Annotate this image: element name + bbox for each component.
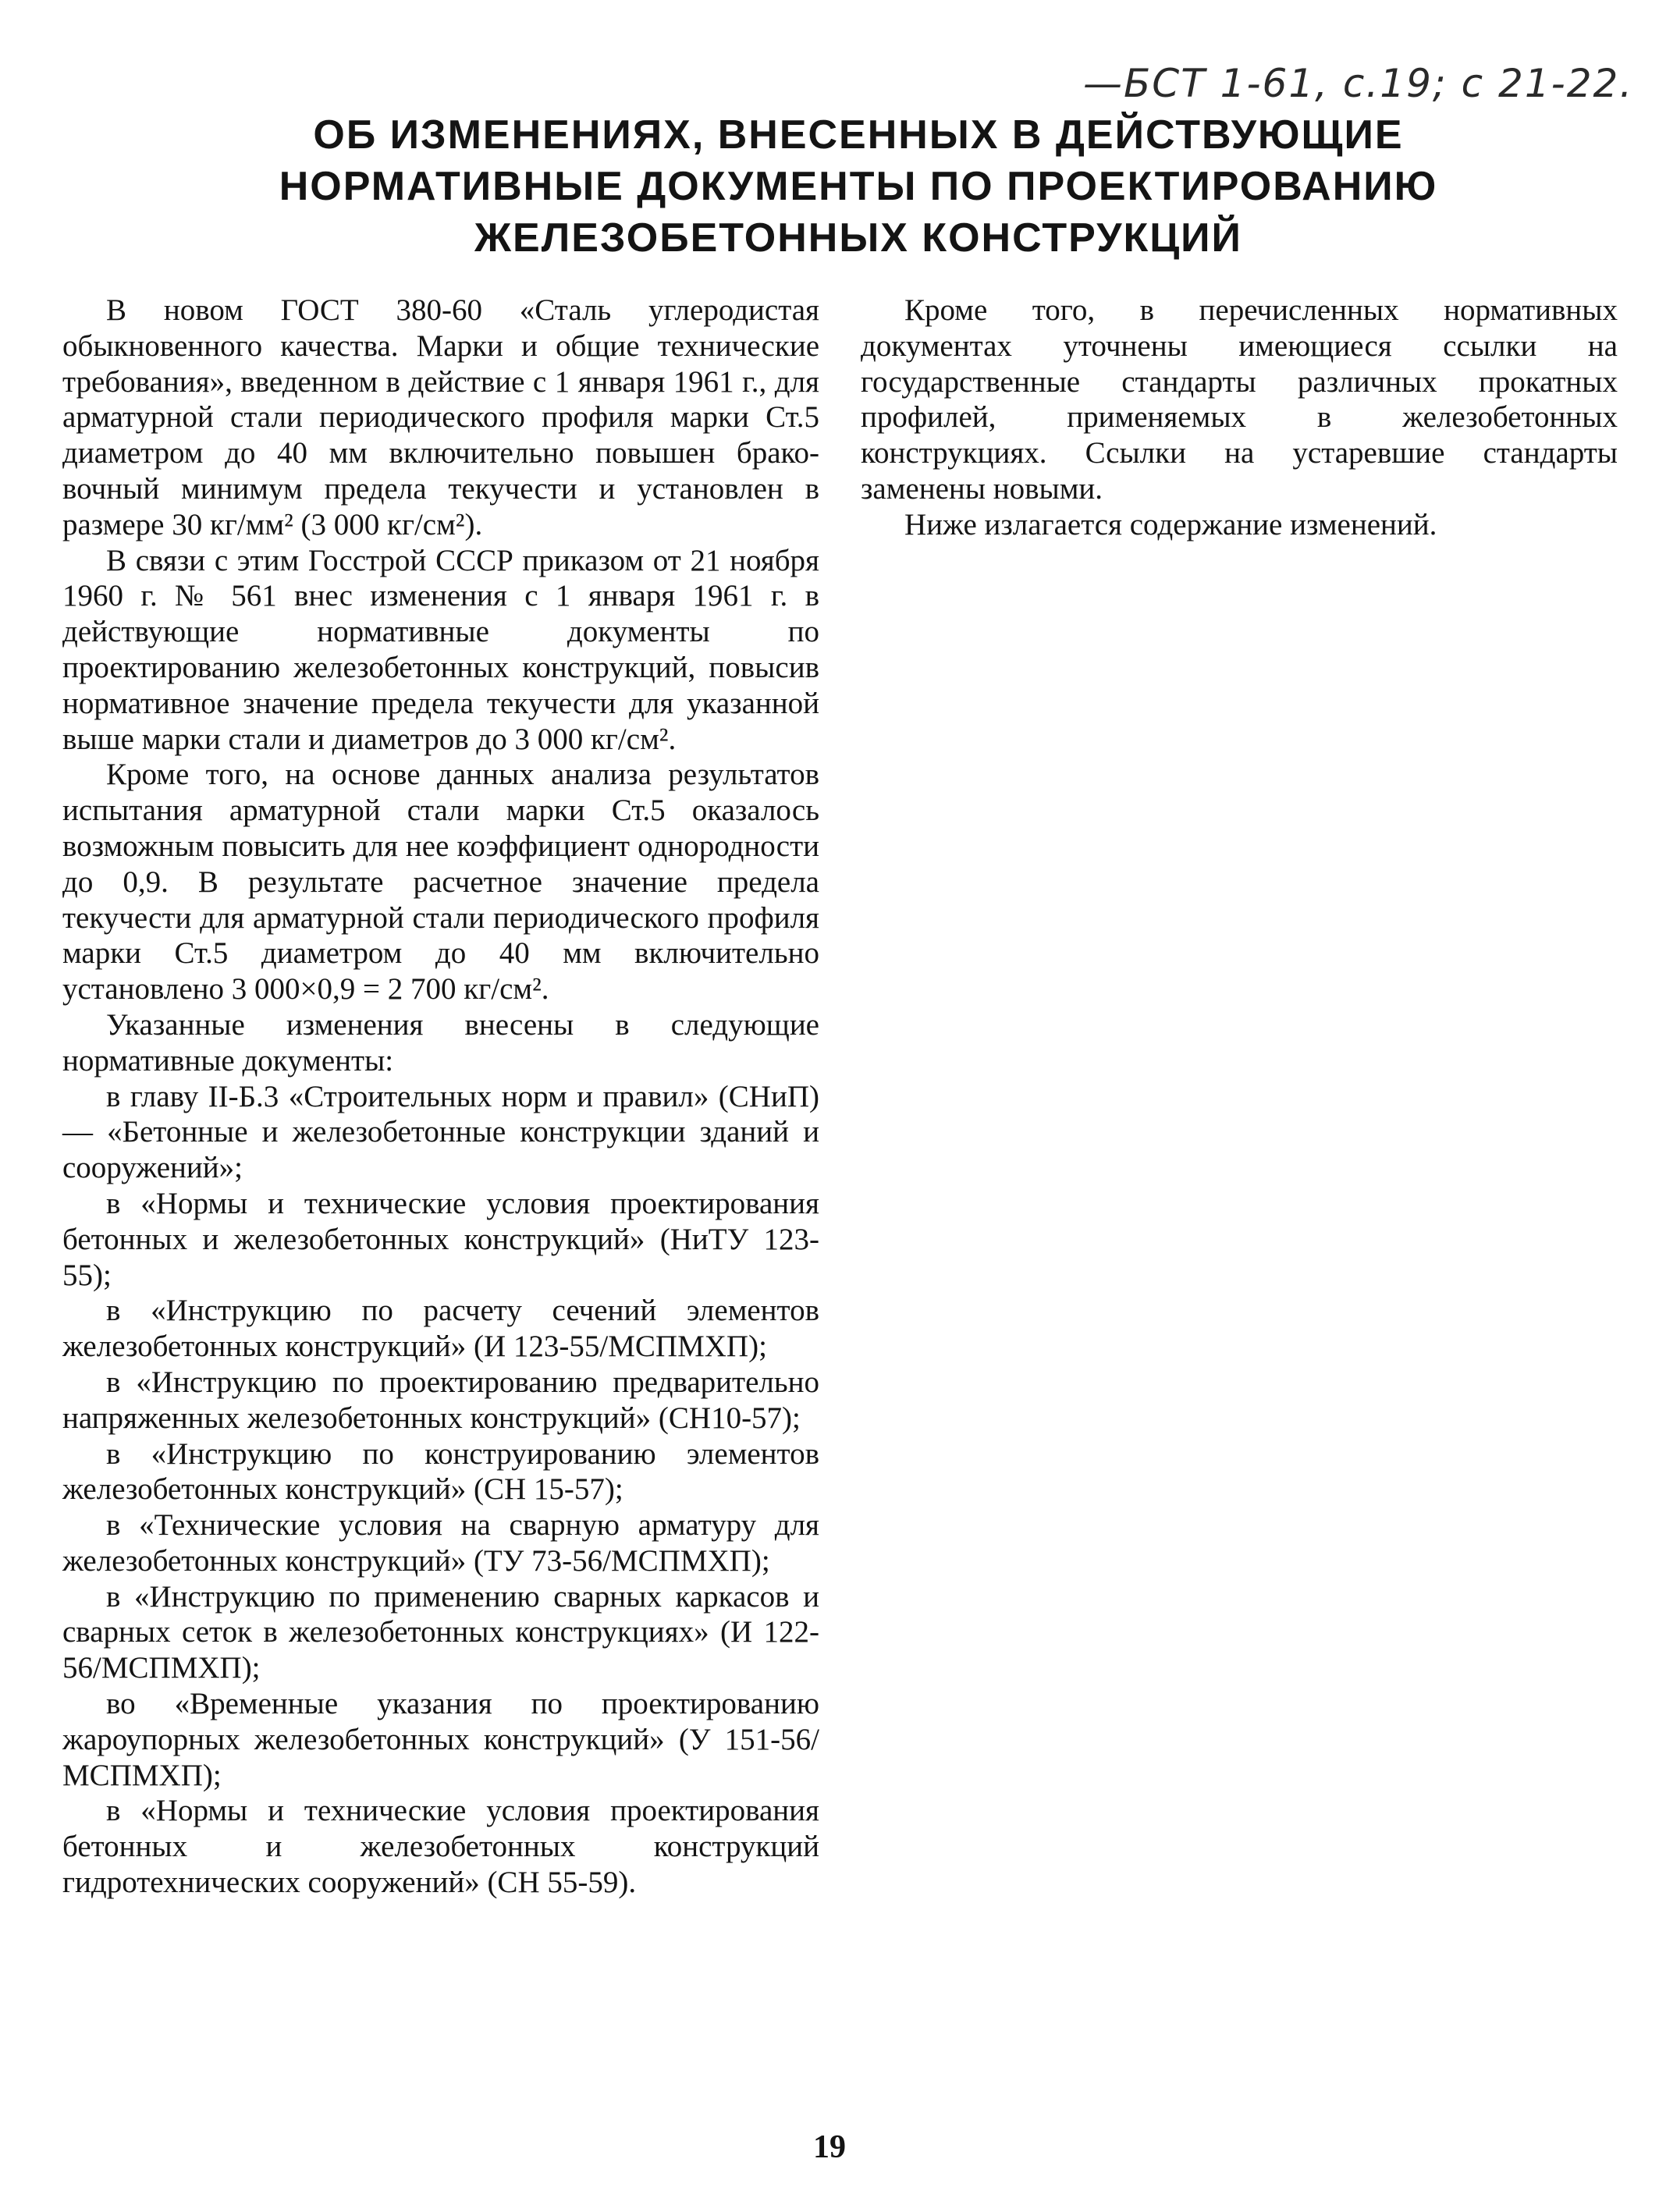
paragraph: Указанные изменения внесены в следующие нормативные документы: (62, 1007, 819, 1078)
document-title (234, 109, 1483, 264)
page-number: 19 (813, 2129, 846, 2165)
paragraph: Кроме того, в перечисленных нормативных документах уточнены имеющиеся ссылки на государственные стандарты различных прокатных профилей, применяемых в железобетонных конструкциях. Ссылки на устаревшие стандарты заменены новыми. (861, 293, 1618, 506)
list-item: во «Временные указания по проектированию жароупорных железобетонных конструкций» (У 151-56/МСПМХП); (62, 1687, 819, 1792)
list-item: в главу II-Б.3 «Строительных норм и правил» (СНиП) — «Бетонные и железобетонные конструкции зданий и сооружений»; (62, 1079, 819, 1185)
title-line: ЖЕЛЕЗОБЕТОННЫХ КОНСТРУКЦИЙ (474, 215, 1242, 261)
paragraph: В новом ГОСТ 380-60 «Сталь углеродистая обыкновенного качества. Марки и общие технические требования», введенном в действие с 1 января 1961 г., для арматурной стали периодического профиля марки Ст.5 диаметром до 40 мм включительно повышен браковочный минимум предела текучести и установлен в размере 30 кг/мм² (3 000 кг/см²). (62, 293, 819, 541)
list-item: в «Технические условия на сварную арматуру для железобетонных конструкций» (ТУ 73-56/МСПМХП); (62, 1508, 819, 1578)
handwritten-note: —БСТ 1-61, с.19; с 21-22. (1083, 61, 1634, 106)
list-item: в «Инструкцию по проектированию предварительно напряженных железобетонных конструкций» (СН10-57); (62, 1365, 819, 1435)
list-item: в «Инструкцию по применению сварных каркасов и сварных сеток в железобетонных конструкциях» (И 122-56/МСПМХП); (62, 1579, 819, 1685)
left-column (62, 293, 819, 1901)
right-column (861, 293, 1618, 543)
paragraph: Ниже излагается содержание изменений. (904, 507, 1437, 541)
title-line: НОРМАТИВНЫЕ ДОКУМЕНТЫ ПО ПРОЕКТИРОВАНИЮ (279, 164, 1438, 209)
paragraph: Кроме того, на основе данных анализа результатов испытания арматурной стали марки Ст.5 оказалось возможным повысить для нее коэффициент однородности до 0,9. В результате расчетное значение предела текучести для арматурной стали периодического профиля марки Ст.5 диаметром до 40 мм включительно установлено 3 000×0,9 = 2 700 кг/см². (62, 758, 819, 1007)
list-item: в «Инструкцию по конструированию элементов железобетонных конструкций» (СН 15-57); (62, 1436, 819, 1507)
list-item: в «Нормы и технические условия проектирования бетонных и железобетонных конструкций гидротехнических сооружений» (СН 55-59). (62, 1794, 819, 1900)
list-item: в «Инструкцию по расчету сечений элементов железобетонных конструкций» (И 123-55/МСПМХП); (62, 1294, 819, 1364)
title-line: ОБ ИЗМЕНЕНИЯХ, ВНЕСЕННЫХ В ДЕЙСТВУЮЩИЕ (313, 112, 1404, 158)
paragraph: В связи с этим Госстрой СССР приказом от 21 ноября 1960 г. № 561 внес изменения с 1 января 1961 г. в действующие нормативные документы по проектированию железобетонных конструкций, повысив нормативное значение предела текучести для указанной выше марки стали и диаметров до 3 000 кг/см². (62, 543, 819, 756)
list-item: в «Нормы и технические условия проектирования бетонных и железобетонных конструкций» (НиТУ 123-55); (62, 1186, 819, 1292)
